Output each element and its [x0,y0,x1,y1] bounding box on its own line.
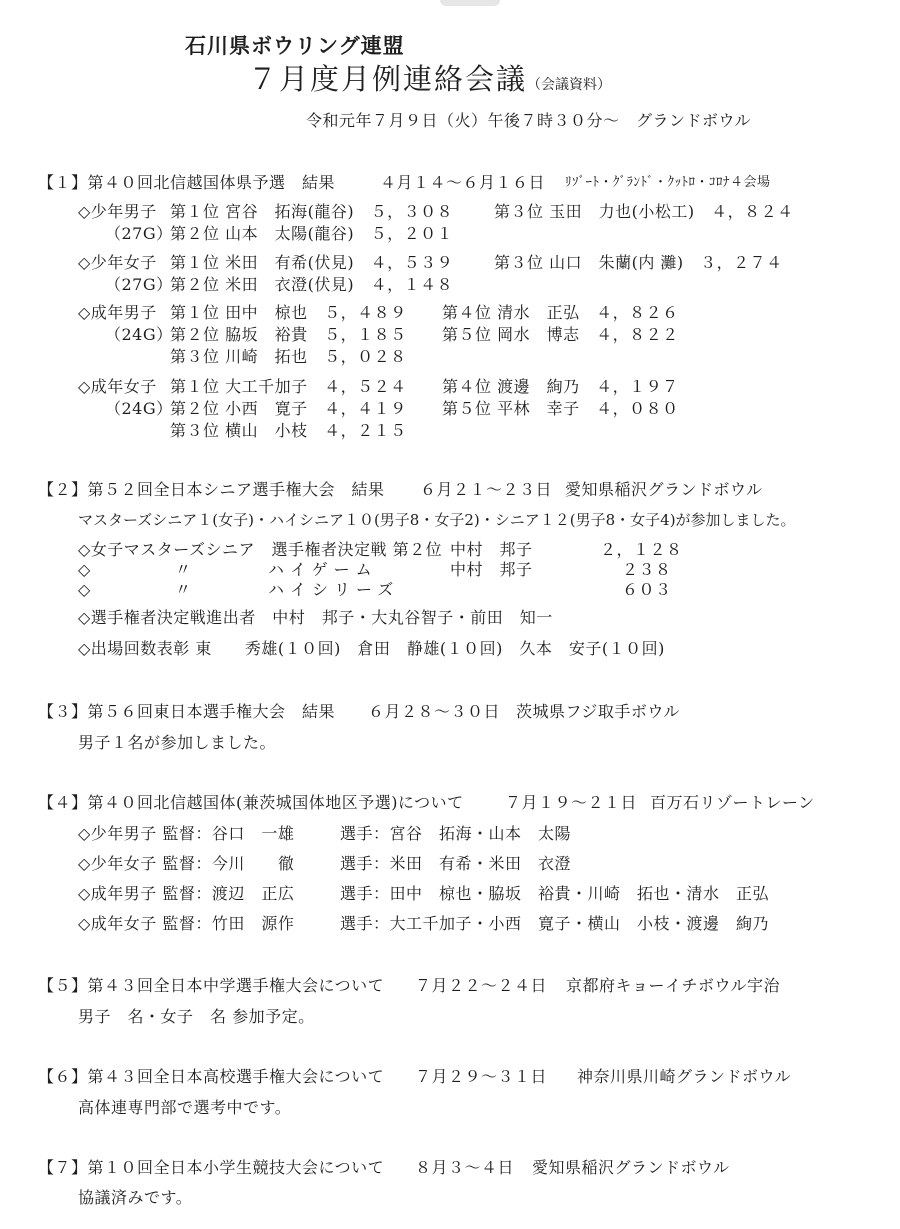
s4-girls-manager: ◇少年女子 監督：今川 徹 [78,854,295,873]
s1-men-games: （24G） [105,325,173,344]
s7-heading: 【７】第１０回全日本小学生競技大会について [38,1158,385,1177]
s2-heading: 【２】第５２回全日本シニア選手権大会 結果 [38,480,385,499]
s6-note: 高体連専門部で選考中です。 [78,1098,292,1117]
s1-men-label: ◇成年男子 [78,303,157,322]
s2-r3-score: ６０３ [622,580,672,599]
s2-note: マスターズシニア１(女子)・ハイシニア１０(男子8・女子2)・シニア１２(男子8・女子4)が参加しました。 [78,511,796,529]
s3-dates: ６月２８～３０日 [368,702,501,721]
s2-r2-name: 中村 邦子 [450,560,533,579]
s2-r3-mark: ◇ [78,580,91,599]
s1-heading: 【１】第４０回北信越国体県予選 結果 [38,173,336,192]
s2-finalists: ◇選手権者決定戦進出者 中村 邦子・大丸谷智子・前田 知一 [78,608,553,627]
s4-dates: ７月１９～２１日 [505,793,638,812]
s1-women-games: （24G） [105,399,173,418]
s4-men-players: 選手：田中 椋也・脇坂 裕貴・川崎 拓也・清水 正弘 [340,884,770,903]
s1-boys-p1: 第１位 宮谷 拓海(龍谷) ５，３０８ [170,202,454,221]
s4-men-manager: ◇成年男子 監督：渡辺 正広 [78,884,295,903]
s7-dates: ８月３～４日 [415,1158,515,1177]
org-name: 石川県ボウリング連盟 [185,33,405,58]
s1-dates: ４月１４～６月１６日 [380,173,546,192]
page-title [248,57,611,98]
s3-note: 男子１名が参加しました。 [78,733,277,752]
s4-boys-players: 選手：宮谷 拓海・山本 太陽 [340,824,572,843]
s4-boys-manager: ◇少年男子 監督：谷口 一雄 [78,824,295,843]
s2-venue: 愛知県稲沢グランドボウル [565,480,763,499]
s1-girls-games: （27G） [105,275,173,294]
s1-men-p4: 第４位 清水 正弘 ４，８２６ [442,303,679,322]
s1-men-p1: 第１位 田中 椋也 ５，４８９ [170,303,407,322]
s1-boys-p2: 第２位 山本 太陽(龍谷) ５，２０１ [170,224,454,243]
s2-r1-label: ◇女子マスターズシニア 選手権者決定戦 第２位 [78,540,443,559]
s1-women-p1: 第１位 大工千加子 ４，５２４ [170,377,407,396]
s1-men-p3: 第３位 川崎 拓也 ５，０２８ [170,347,407,366]
s2-award: ◇出場回数表彰 東 秀雄(１０回) 倉田 静雄(１０回) 久本 安子(１０回) [78,639,665,658]
s7-note: 協議済みです。 [78,1188,193,1207]
s3-heading: 【３】第５６回東日本選手権大会 結果 [38,702,336,721]
s2-r2-mark: ◇ [78,560,91,579]
s1-boys-p3: 第３位 玉田 力也(小松工) ４，８２４ [494,202,794,221]
s2-r2-ditto: 〃 [175,560,192,579]
s1-girls-p3: 第３位 山口 朱蘭(内 灘) ３，２７４ [494,253,783,272]
s7-venue: 愛知県稲沢グランドボウル [532,1158,730,1177]
s6-heading: 【６】第４３回全日本高校選手権大会について [38,1067,385,1086]
s4-women-players: 選手：大工千加子・小西 寛子・横山 小枝・渡邊 絢乃 [340,914,770,933]
s5-venue: 京都府キョーイチボウル宇治 [566,976,781,995]
s1-girls-label: ◇少年女子 [78,253,157,272]
s1-venue: ﾘｿﾞｰﾄ・ｸﾞﾗﾝﾄﾞ・ｸｯﾄﾛ・ｺﾛﾅ４会場 [565,175,771,190]
s1-women-p4: 第４位 渡邊 絢乃 ４，１９７ [442,377,679,396]
s5-note: 男子 名・女子 名 参加予定。 [78,1007,315,1026]
s1-girls-p2: 第２位 米田 衣澄(伏見) ４，１４８ [170,275,454,294]
s1-women-p2: 第２位 小西 寛子 ４，４１９ [170,399,407,418]
s4-heading: 【４】第４０回北信越国体(兼茨城国体地区予選)について [38,793,464,812]
s2-r3-ditto: 〃 [175,580,192,599]
title-main: ７月度月例連絡会議 [248,62,528,96]
s5-dates: ７月２２～２４日 [415,976,548,995]
s1-women-p3: 第３位 横山 小枝 ４，２１５ [170,421,407,440]
s3-venue: 茨城県フジ取手ボウル [516,702,680,721]
s6-dates: ７月２９～３１日 [415,1067,548,1086]
s2-r2-score: ２３８ [622,560,672,579]
meeting-datetime: 令和元年７月９日（火）午後７時３０分～ グランドボウル [306,111,752,130]
s1-girls-p1: 第１位 米田 有希(伏見) ４，５３９ [170,253,454,272]
s2-dates: ６月２１～２３日 [420,480,553,499]
s2-r2-label: ハイゲーム [268,560,378,579]
s2-r1-name: 中村 邦子 [450,540,533,559]
s4-girls-players: 選手：米田 有希・米田 衣澄 [340,854,572,873]
s1-boys-games: （27G） [105,224,173,243]
s1-women-label: ◇成年女子 [78,377,157,396]
s2-r3-label: ハイシリーズ [268,580,400,599]
title-note: （会議資料） [527,77,612,93]
s1-women-p5: 第５位 平林 幸子 ４，０８０ [442,399,679,418]
s4-venue: 百万石リゾートレーン [650,793,815,812]
s1-boys-label: ◇少年男子 [78,202,157,221]
s1-men-p2: 第２位 脇坂 裕貴 ５，１８５ [170,325,407,344]
s5-heading: 【５】第４３回全日本中学選手権大会について [38,976,385,995]
paper-scuff [440,0,500,6]
s6-venue: 神奈川県川崎グランドボウル [577,1067,792,1086]
s1-men-p5: 第５位 岡水 博志 ４，８２２ [442,325,679,344]
s4-women-manager: ◇成年女子 監督：竹田 源作 [78,914,295,933]
s2-r1-score: ２，１２８ [600,540,683,559]
